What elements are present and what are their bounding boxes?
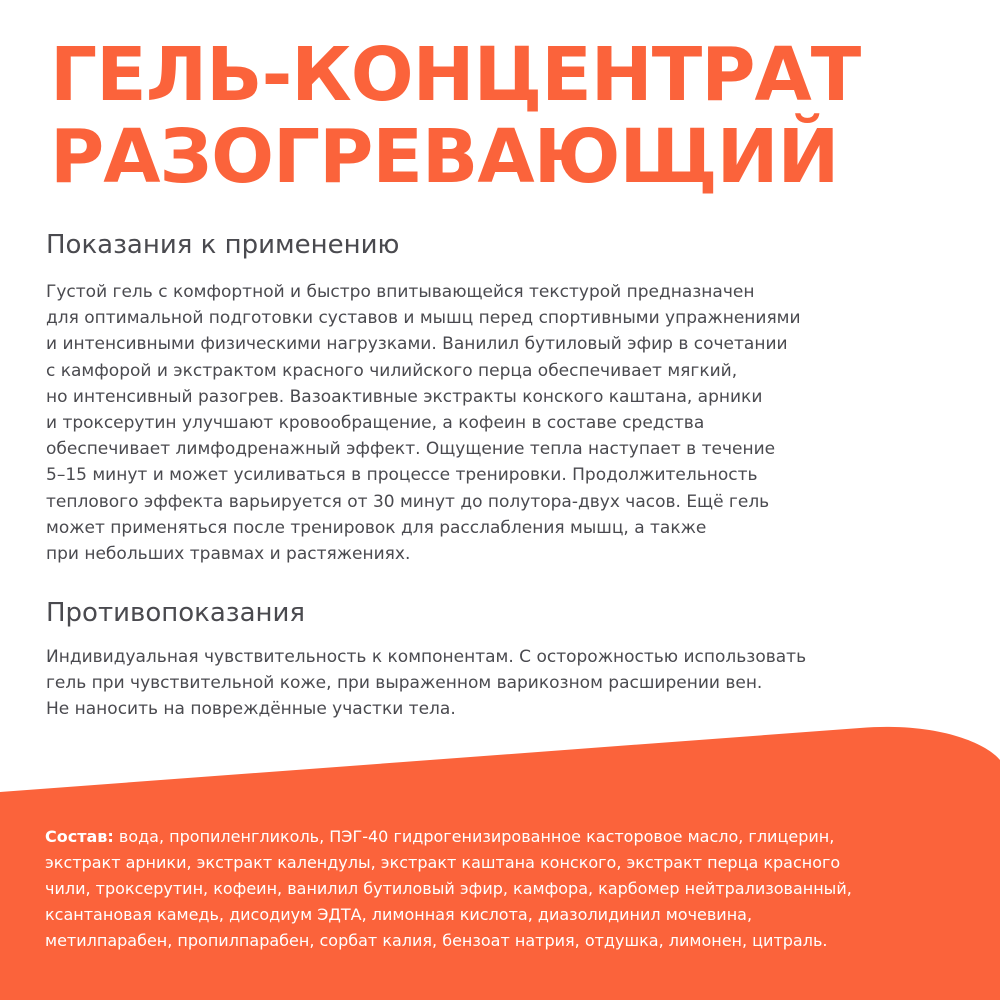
contraindications-line: гель при чувствительной коже, при выраженном варикозном расширении вен. [46,673,763,694]
indications-line: Густой гель с комфортной и быстро впитывающейся текстурой предназначен [46,282,755,302]
composition-label: Состав: [45,827,114,846]
composition-line: экстракт арники, экстракт календулы, экстракт каштана конского, экстракт перца красного [45,853,841,872]
indications-line: для оптимальной подготовки суставов и мышц перед спортивными упражнениями [46,308,801,329]
indications-line: и интенсивными физическими нагрузками. Ванилил бутиловый эфир в сочетании [46,334,788,355]
composition-line: ксантановая камедь, дисодиум ЭДТА, лимонная кислота, диазолидинил мочевина, [45,905,753,924]
composition-text: вода, пропиленгликоль, ПЭГ-40 гидрогенизированное касторовое масло, глицерин, [113,827,835,846]
indications-line: 5–15 минут и может усиливаться в процессе тренировки. Продолжительность [46,465,758,486]
product-title-line-1: ГЕЛЬ-КОНЦЕНТРАТ [50,32,861,118]
composition-block [45,824,852,954]
composition-line: чили, троксерутин, кофеин, ванилил бутиловый эфир, камфора, карбомер нейтрализованный, [45,879,852,898]
indications-line: может применяться после тренировок для расслабления мышц, а также [46,517,707,538]
indications-line: при небольших травмах и растяжениях. [46,544,411,565]
product-title-line-2: РАЗОГРЕВАЮЩИЙ [50,114,839,200]
indications-line: и троксерутин улучшают кровообращение, а кофеин в составе средства [46,413,705,434]
contraindications-heading: Противопоказания [46,598,306,628]
contraindications-line: Индивидуальная чувствительность к компонентам. С осторожностью использовать [46,647,807,667]
indications-line: с камфорой и экстрактом красного чилийского перца обеспечивает мягкий, [46,360,738,381]
contraindications-line: Не наносить на повреждённые участки тела. [46,699,456,720]
indications-heading: Показания к применению [46,230,400,260]
composition-line [45,824,852,850]
indications-line: обеспечивает лимфодренажный эффект. Ощущение тепла наступает в течение [46,439,776,460]
composition-line: метилпарабен, пропилпарабен, сорбат калия, бензоат натрия, отдушка, лимонен, цитраль. [45,931,828,950]
indications-line: но интенсивный разогрев. Вазоактивные экстракты конского каштана, арники [46,386,763,407]
indications-line: теплового эффекта варьируется от 30 минут до полутора-двух часов. Ещё гель [46,491,770,512]
